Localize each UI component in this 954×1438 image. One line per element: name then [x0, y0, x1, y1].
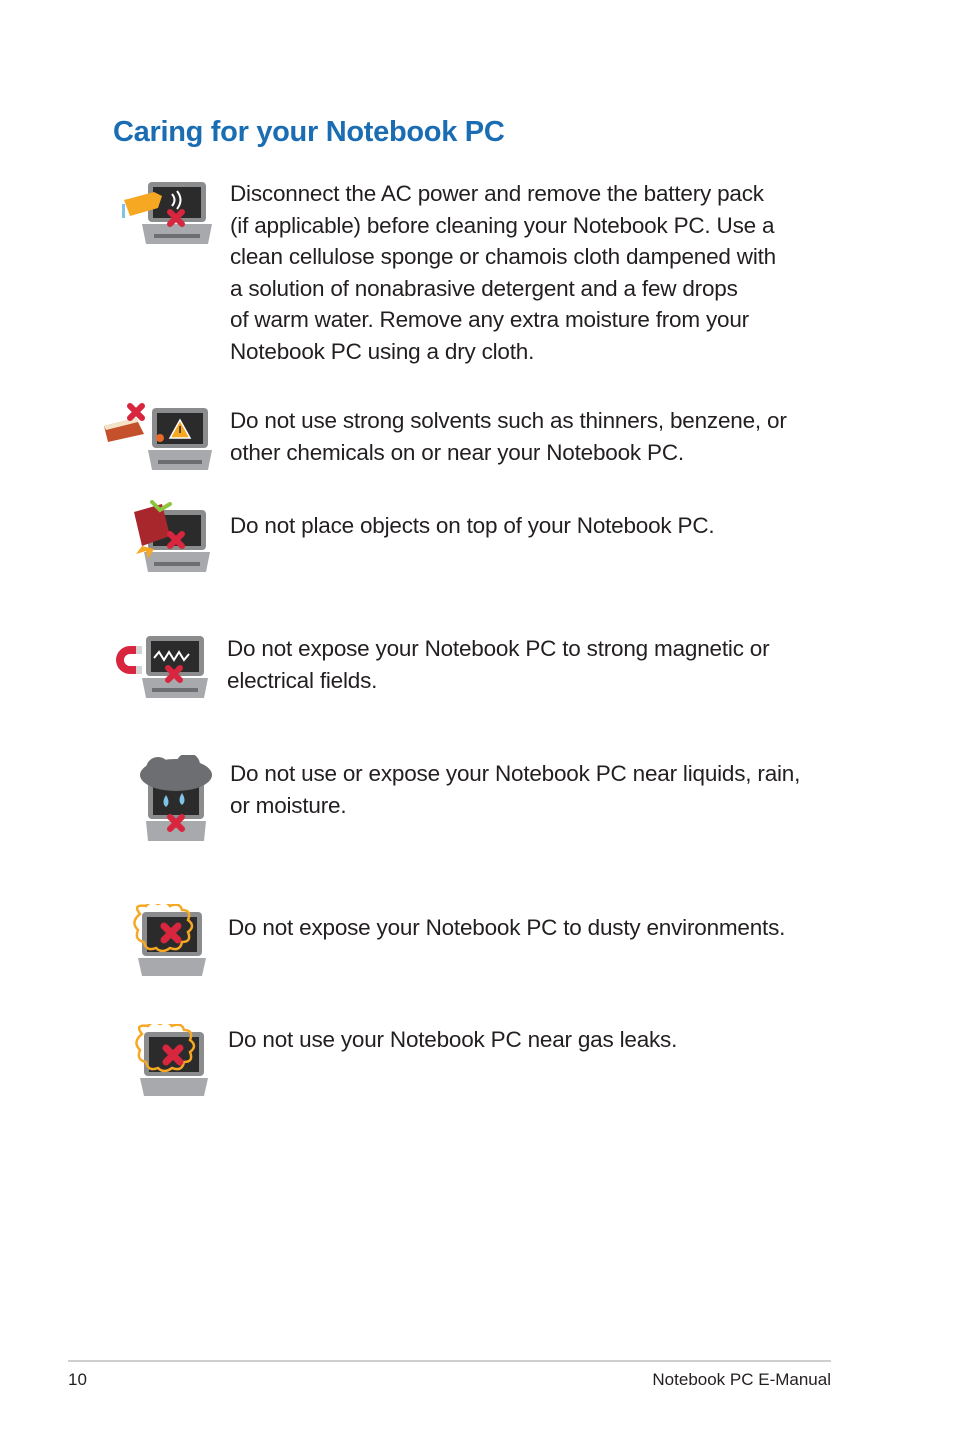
page-number: 10 — [68, 1370, 87, 1389]
care-item-text: Do not expose your Notebook PC to strong magnetic or electrical fields. — [227, 636, 770, 693]
care-item-text: Do not use strong solvents such as thinners, benzene, or other chemicals on or near your Notebook PC. — [230, 408, 787, 465]
no-liquids-icon — [118, 755, 230, 831]
cleaning-unplug-icon — [112, 178, 224, 254]
no-magnetic-fields-icon — [110, 630, 222, 706]
no-dust-icon — [118, 904, 230, 980]
care-item-text: Do not use your Notebook PC near gas leaks. — [228, 1027, 678, 1052]
no-gas-leaks-icon — [118, 1024, 230, 1100]
care-item-text: Do not place objects on top of your Notebook PC. — [230, 513, 715, 538]
footer-divider — [68, 1360, 831, 1362]
no-objects-on-top-icon — [112, 500, 224, 576]
manual-name: Notebook PC E-Manual — [652, 1370, 831, 1389]
care-item-text: Do not use or expose your Notebook PC near liquids, rain, or moisture. — [230, 761, 801, 818]
care-item-text: Do not expose your Notebook PC to dusty environments. — [228, 915, 786, 940]
no-solvents-icon — [100, 400, 212, 476]
care-item-text: Disconnect the AC power and remove the battery pack (if applicable) before cleaning your Notebook PC. Use a clean cellulose sponge or chamois cloth dampened with a solution of nonabrasive detergent and a few drops of warm water. Remove any extra moisture from your Notebook PC using a dry cloth. — [230, 181, 776, 364]
page-title: Caring for your Notebook PC — [113, 116, 505, 148]
